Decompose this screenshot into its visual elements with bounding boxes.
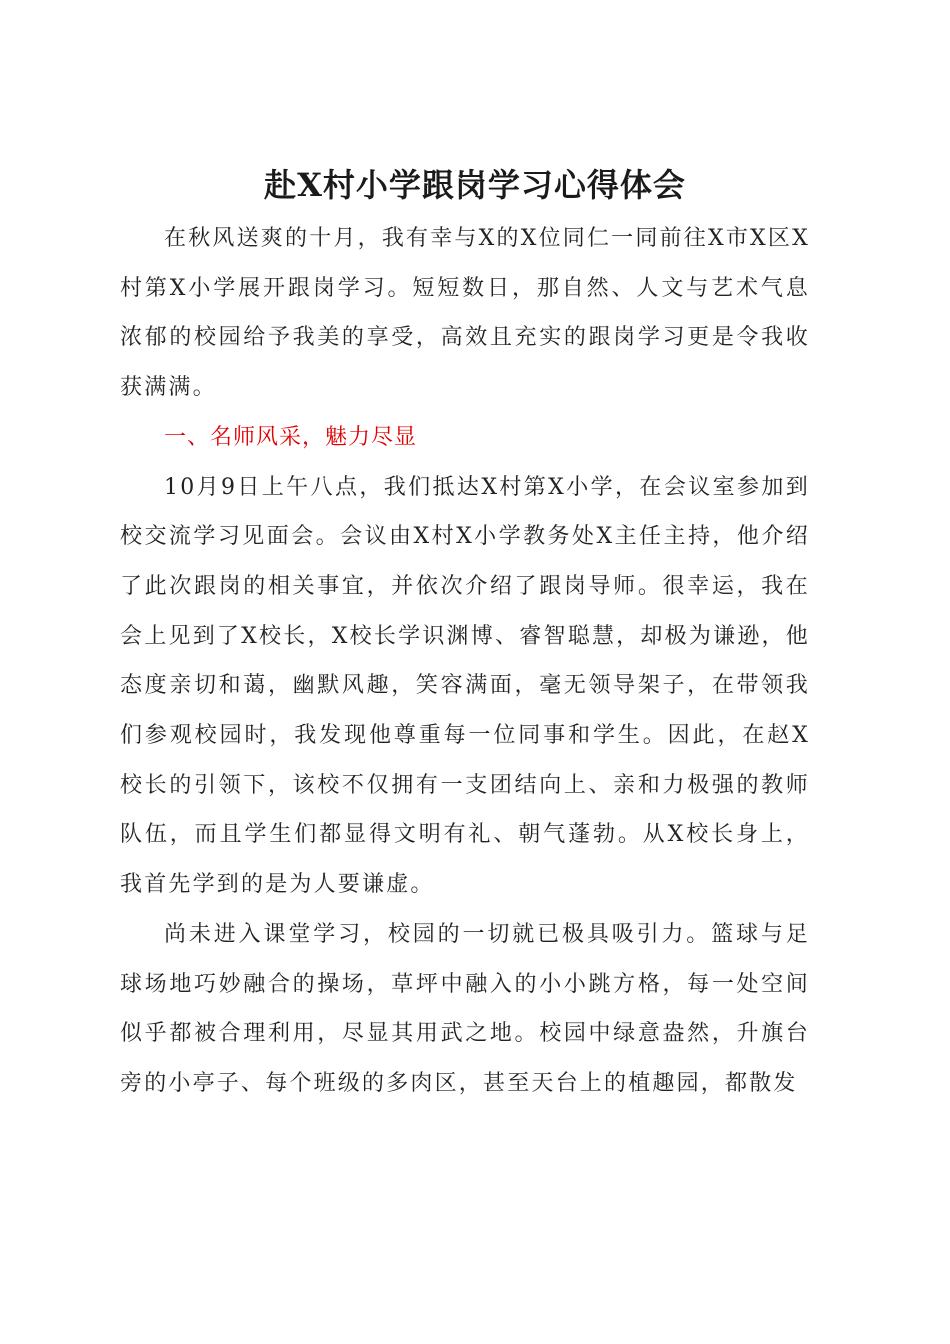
paragraph-intro: 在秋风送爽的十月，我有幸与X的X位同仁一同前往X市X区X村第X小学展开跟岗学习。短短数日，那自然、人文与艺术气息浓郁的校园给予我美的享受，高效且充实的跟岗学习更是令我收获满满。 (120, 226, 810, 401)
document-title: 赴X村小学跟岗学习心得体会 (264, 166, 686, 204)
document-body (120, 214, 810, 1109)
section-heading-1: 一、名师风采，魅力尽显 (164, 424, 418, 450)
paragraph-campus: 尚未进入课堂学习，校园的一切就已极具吸引力。篮球与足球场地巧妙融合的操场，草坪中融入的小小跳方格，每一处空间似乎都被合理利用，尽显其用武之地。校园中绿意盎然，升旗台旁的小亭子、每个班级的多肉区，甚至天台上的植趣园，都散发 (120, 921, 810, 1096)
paragraph-meeting: 10月9日上午八点，我们抵达X村第X小学，在会议室参加到校交流学习见面会。会议由X村X小学教务处X主任主持，他介绍了此次跟岗的相关事宜，并依次介绍了跟岗导师。很幸运，我在会上见到了X校长，X校长学识渊博、睿智聪慧，却极为谦逊，他态度亲切和蔼，幽默风趣，笑容满面，毫无领导架子，在带领我们参观校园时，我发现他尊重每一位同事和学生。因此，在赵X校长的引领下，该校不仅拥有一支团结向上、亲和力极强的教师队伍，而且学生们都显得文明有礼、朝气蓬勃。从X校长身上，我首先学到的是为人要谦虚。 (120, 474, 810, 898)
